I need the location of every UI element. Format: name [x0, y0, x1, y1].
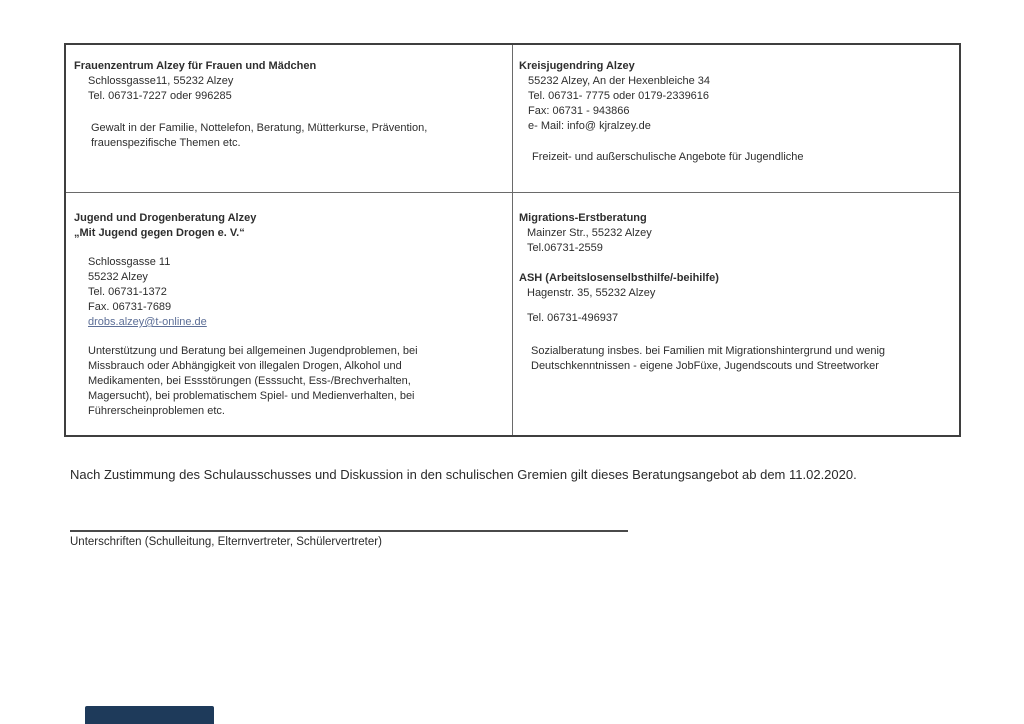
text-line: Sozialberatung insbes. bei Familien mit Migrationshintergrund und wenig	[531, 345, 886, 357]
text-line: Missbrauch oder Abhängigkeit von illegalen Drogen, Alkohol und	[88, 360, 402, 372]
text-line: Schlossgasse11, 55232 Alzey	[88, 75, 234, 87]
text-line: Tel.06731-2559	[527, 242, 603, 254]
text-line: Fax. 06731-7689	[88, 301, 172, 313]
text-line: Freizeit- und außerschulische Angebote für Jugendliche	[532, 151, 804, 163]
text-line: frauenspezifische Themen etc.	[91, 137, 241, 149]
text-line: 55232 Alzey, An der Hexenbleiche 34	[528, 75, 711, 87]
text-block	[531, 344, 953, 374]
org-title-line: „Mit Jugend gegen Drogen e. V.“	[74, 227, 245, 239]
text-block	[88, 344, 506, 419]
title-block	[74, 211, 506, 241]
text-block	[88, 255, 506, 315]
text-line: 55232 Alzey	[88, 271, 148, 283]
contacts-table	[64, 43, 961, 437]
org-title-line: Jugend und Drogenberatung Alzey	[74, 212, 257, 224]
text-line: Medikamenten, bei Essstörungen (Esssucht, Ess-/Brechverhalten,	[88, 375, 411, 387]
contact-cell-kreisjugendring	[513, 45, 959, 193]
text-line: Unterstützung und Beratung bei allgemeinen Jugendproblemen, bei	[88, 345, 418, 357]
text-line: Hagenstr. 35, 55232 Alzey	[527, 287, 656, 299]
org-title-line: Frauenzentrum Alzey für Frauen und Mädchen	[74, 60, 317, 72]
contact-cell-frauenzentrum	[66, 45, 513, 193]
text-block	[527, 286, 953, 301]
text-block	[527, 226, 953, 256]
contact-cell-drogenberatung	[66, 193, 513, 435]
text-line: e- Mail: info@ kjralzey.de	[528, 120, 651, 132]
text-line: Tel. 06731-7227 oder 996285	[88, 90, 232, 102]
email-link[interactable]: drobs.alzey@t-online.de	[88, 316, 207, 328]
signature-line	[70, 530, 628, 532]
org-title-line: Migrations-Erstberatung	[519, 212, 647, 224]
text-line: Gewalt in der Familie, Nottelefon, Beratung, Mütterkurse, Prävention,	[91, 122, 428, 134]
text-block	[527, 311, 953, 326]
text-line: Tel. 06731- 7775 oder 0179-2339616	[528, 90, 710, 102]
text-line: Magersucht), bei problematischem Spiel- und Medienverhalten, bei	[88, 390, 415, 402]
text-line: Deutschkenntnissen - eigene JobFüxe, Jugendscouts und Streetworker	[531, 360, 879, 372]
title-block	[519, 211, 953, 226]
title-block	[519, 59, 953, 74]
text-line: Fax: 06731 - 943866	[528, 105, 630, 117]
text-line: Tel. 06731-1372	[88, 286, 167, 298]
text-block	[91, 121, 506, 151]
link-block	[88, 315, 506, 330]
org-title-line: ASH (Arbeitslosenselbsthilfe/-beihilfe)	[519, 272, 719, 284]
org-title-line: Kreisjugendring Alzey	[519, 60, 635, 72]
title-block	[74, 59, 506, 74]
text-line: Schlossgasse 11	[88, 256, 171, 268]
text-line: Tel. 06731-496937	[527, 312, 619, 324]
text-line: Mainzer Str., 55232 Alzey	[527, 227, 652, 239]
text-block	[88, 74, 506, 104]
text-block	[528, 74, 953, 134]
title-block	[519, 271, 953, 286]
text-block	[532, 150, 953, 165]
text-line: Führerscheinproblemen etc.	[88, 405, 225, 417]
bottom-window-fragment	[85, 706, 214, 724]
signature-caption: Unterschriften (Schulleitung, Elternvertreter, Schülervertreter)	[70, 536, 382, 548]
contact-cell-migrationsberatung-ash	[513, 193, 959, 435]
approval-statement: Nach Zustimmung des Schulausschusses und Diskussion in den schulischen Gremien gilt dieses Beratungsangebot ab dem 11.02.2020.	[70, 467, 857, 482]
